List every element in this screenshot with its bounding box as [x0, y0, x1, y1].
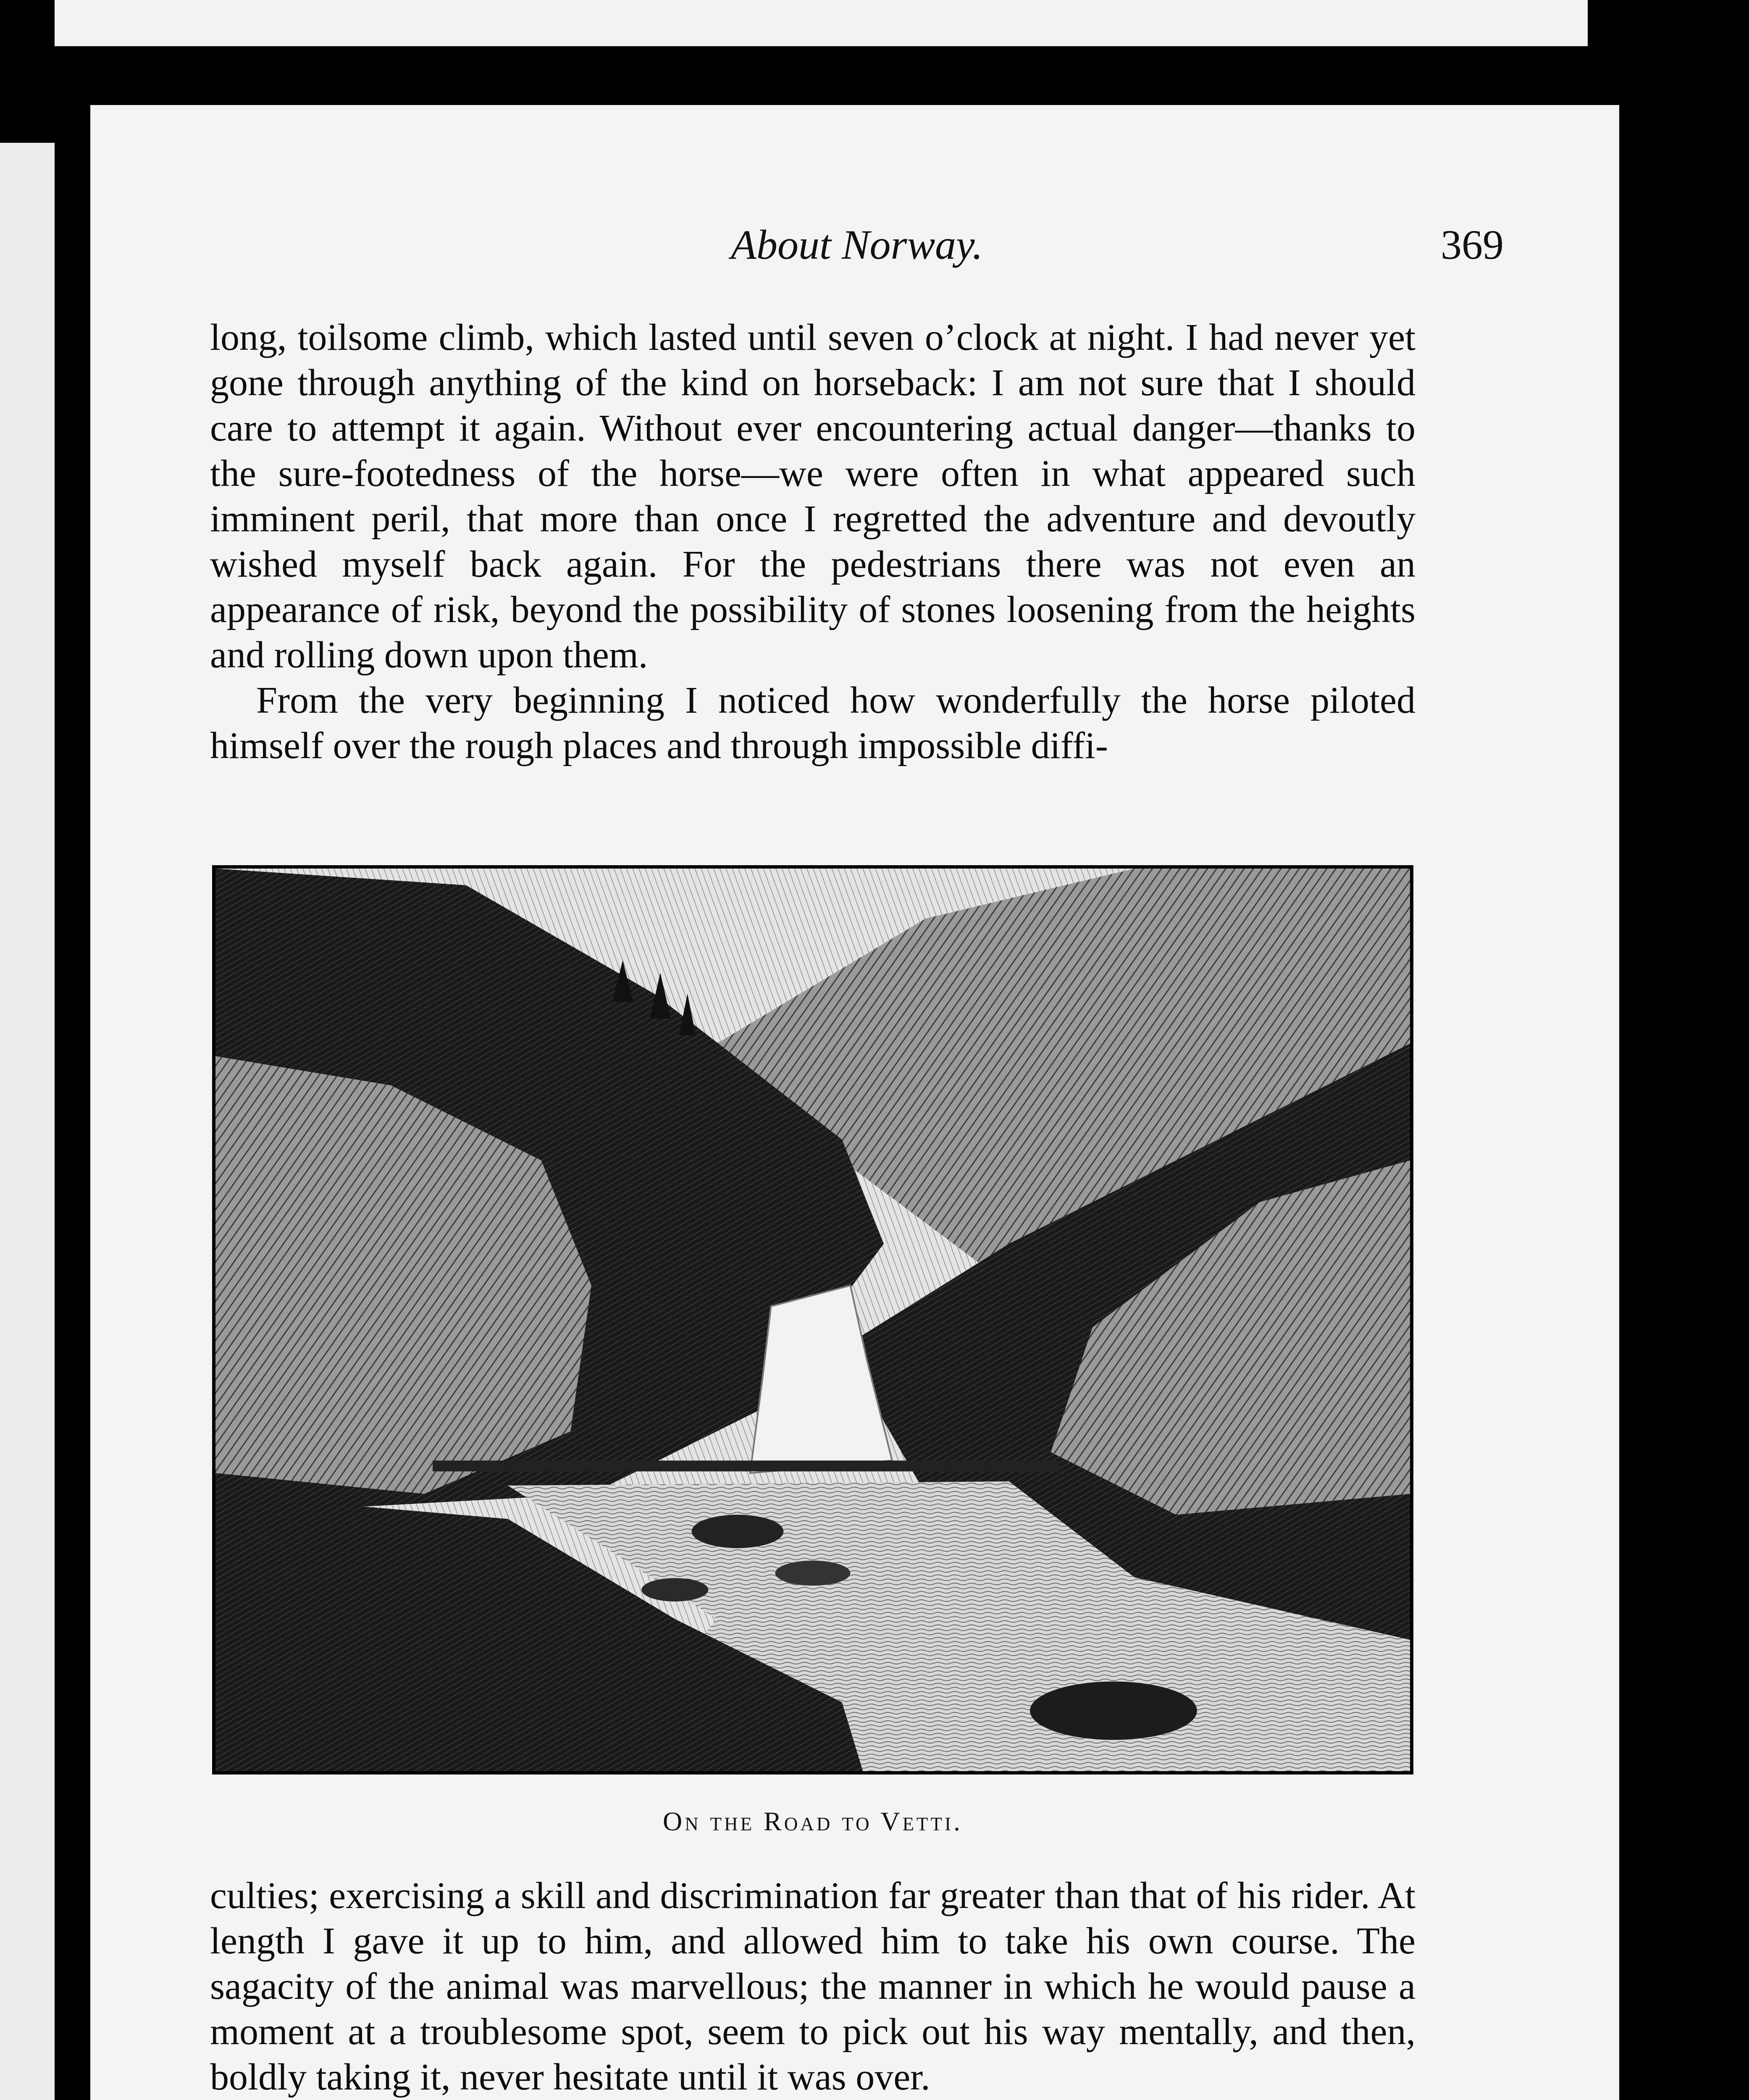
book-page — [90, 105, 1619, 2100]
paragraph: From the very beginning I noticed how wonderfully the horse piloted himself over the rough places and through impossible diffi- — [210, 680, 1415, 766]
engraving-illustration — [212, 865, 1413, 1774]
page-header — [210, 220, 1504, 288]
text-after-figure — [210, 1873, 1415, 2100]
previous-page-edge — [55, 0, 1588, 46]
running-title: About Norway. — [730, 221, 983, 268]
paragraph: long, toilsome climb, which lasted until seven o’clock at night. I had never yet gone through anything of the kind on horseback: I am not sure that I should care to attempt it again. Without ever encountering actual danger—thanks to the sure-footedness of the horse—we were often in what appeared such imminent peril, that more than once I regretted the adventure and devoutly wished myself back again. For the pedestrians there was not even an appearance of risk, beyond the possibility of stones loosening from the heights and rolling down upon them. — [210, 317, 1415, 676]
text-before-figure — [210, 315, 1415, 769]
paragraph: culties; exercising a skill and discrimination far greater than that of his rider. At length I gave it up to him, and allowed him to take his own course. The sagacity of the animal was marvellous; the manner in which he would pause a moment at a troublesome spot, seem to pick out his way mentally, and then, boldly taking it, never hesitate until it was over. — [210, 1875, 1415, 2098]
page-number: 369 — [1441, 221, 1504, 268]
binding-page-edge — [0, 143, 55, 2100]
figure-caption: On the Road to Vetti. — [662, 1806, 963, 1836]
waterfall-gorge-engraving — [215, 869, 1410, 1771]
